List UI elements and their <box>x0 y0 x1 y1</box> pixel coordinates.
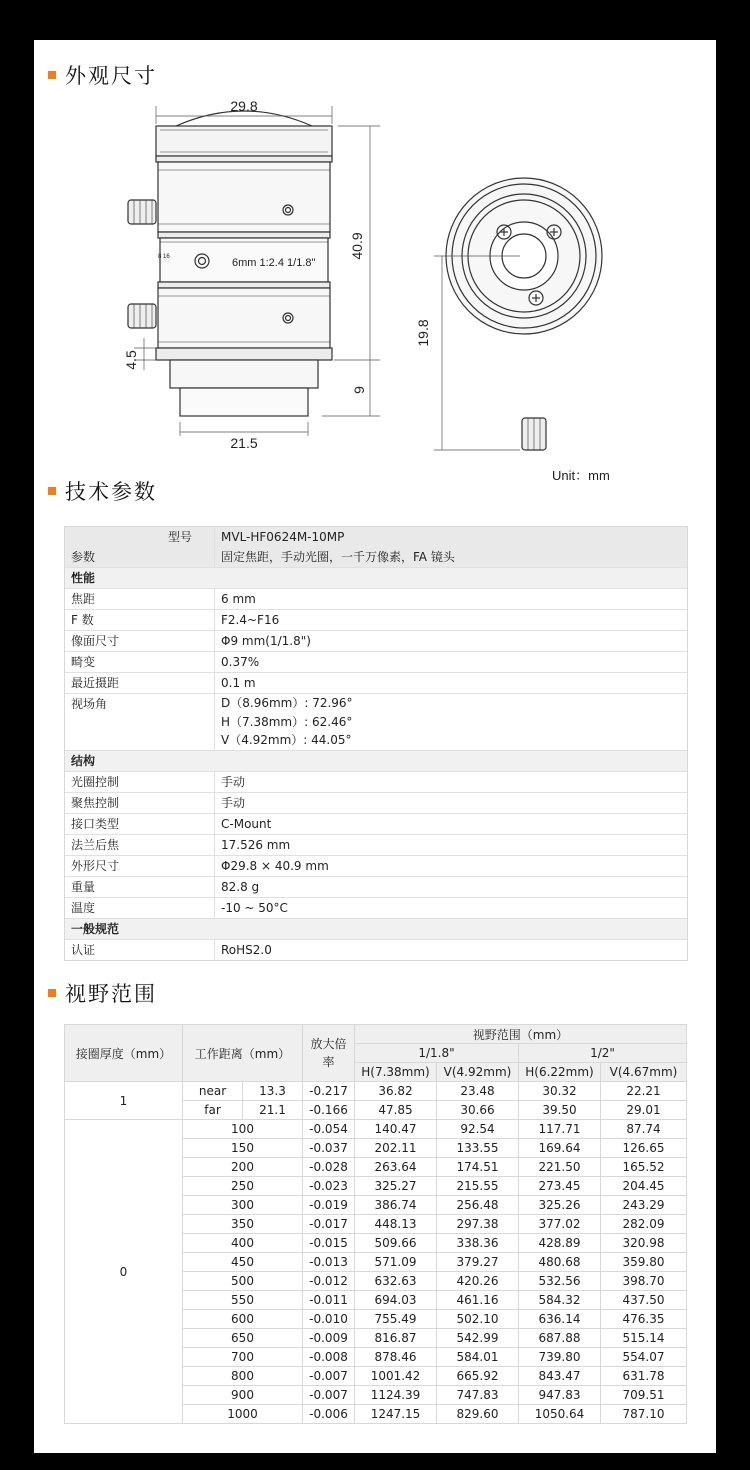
spec-value: C-Mount <box>221 817 272 831</box>
fov-value: 476.35 <box>601 1310 687 1329</box>
fov-wd-value: 400 <box>183 1234 303 1253</box>
fov-mag-value: -0.013 <box>303 1253 355 1272</box>
spec-row <box>65 813 687 834</box>
orange-square-icon <box>48 71 56 79</box>
spec-value <box>215 751 687 771</box>
orange-square-icon <box>48 487 56 495</box>
fov-mag-value: -0.007 <box>303 1386 355 1405</box>
fov-value: 29.01 <box>601 1101 687 1120</box>
fov-header-sensor-1: 1/1.8" <box>355 1044 519 1063</box>
fov-value: 117.71 <box>519 1120 601 1139</box>
fov-value: 554.07 <box>601 1348 687 1367</box>
fov-mag-value: -0.009 <box>303 1329 355 1348</box>
spec-value-line: H（7.38mm）: 62.46° <box>221 714 353 729</box>
spec-row <box>65 672 687 693</box>
fov-value: 829.60 <box>437 1405 519 1424</box>
fov-value: 437.50 <box>601 1291 687 1310</box>
fov-mag-value: -0.007 <box>303 1367 355 1386</box>
spec-value-line: D（8.96mm）: 72.96° <box>221 696 353 710</box>
fov-wd-value: 21.1 <box>243 1101 303 1120</box>
fov-value: 515.14 <box>601 1329 687 1348</box>
lens-dimension-drawing <box>34 98 716 498</box>
fov-value: 509.66 <box>355 1234 437 1253</box>
spec-key: 认证 <box>65 940 215 960</box>
fov-value: 30.32 <box>519 1082 601 1101</box>
spec-row <box>65 897 687 918</box>
lens-front-view <box>434 178 602 450</box>
spec-key: 接口类型 <box>65 814 215 834</box>
spec-value <box>215 919 687 939</box>
spec-value: RoHS2.0 <box>221 943 272 957</box>
fov-value: 386.74 <box>355 1196 437 1215</box>
section-title-dimensions: 外观尺寸 <box>48 60 157 90</box>
fov-wd-value: 800 <box>183 1367 303 1386</box>
fov-value: 584.32 <box>519 1291 601 1310</box>
spec-value: Φ29.8 × 40.9 mm <box>221 859 329 873</box>
fov-value: 1247.15 <box>355 1405 437 1424</box>
fov-wd-value: 450 <box>183 1253 303 1272</box>
fov-value: 221.50 <box>519 1158 601 1177</box>
fov-value: 709.51 <box>601 1386 687 1405</box>
fov-mag-value: -0.166 <box>303 1101 355 1120</box>
fov-value: 204.45 <box>601 1177 687 1196</box>
fov-value: 755.49 <box>355 1310 437 1329</box>
fov-row <box>65 1120 687 1139</box>
fov-value: 1001.42 <box>355 1367 437 1386</box>
spec-value <box>215 568 687 588</box>
fov-value: 379.27 <box>437 1253 519 1272</box>
fov-col-header: V(4.92mm) <box>437 1063 519 1082</box>
fov-mag-value: -0.037 <box>303 1139 355 1158</box>
fov-wd-value: 650 <box>183 1329 303 1348</box>
spec-row <box>65 792 687 813</box>
fov-value: 632.63 <box>355 1272 437 1291</box>
spec-value: F2.4~F16 <box>221 613 280 627</box>
spec-key: 像面尺寸 <box>65 631 215 651</box>
spec-row-model: 型号 MVL-HF0624M-10MP <box>65 527 687 547</box>
orange-square-icon <box>48 989 56 997</box>
fov-wd-value: 200 <box>183 1158 303 1177</box>
spec-row <box>65 834 687 855</box>
spec-key: 温度 <box>65 898 215 918</box>
fov-value: 947.83 <box>519 1386 601 1405</box>
spec-row <box>65 918 687 939</box>
fov-header-ring: 接圈厚度（mm） <box>65 1025 183 1082</box>
fov-value: 687.88 <box>519 1329 601 1348</box>
dim-height: 40.9 <box>349 232 365 260</box>
fov-wd-value: 900 <box>183 1386 303 1405</box>
lens-mount <box>170 360 318 388</box>
fov-value: 636.14 <box>519 1310 601 1329</box>
spec-key: 法兰后焦 <box>65 835 215 855</box>
spec-key: 参数 <box>65 547 215 567</box>
fov-row <box>65 1082 687 1101</box>
fov-wd-value: 300 <box>183 1196 303 1215</box>
fov-value: 502.10 <box>437 1310 519 1329</box>
fov-value: 739.80 <box>519 1348 601 1367</box>
spec-row <box>65 876 687 897</box>
fov-value: 39.50 <box>519 1101 601 1120</box>
fov-mag-value: -0.028 <box>303 1158 355 1177</box>
fov-wd-value: 13.3 <box>243 1082 303 1101</box>
spec-key: 最近摄距 <box>65 673 215 693</box>
fov-mag-value: -0.054 <box>303 1120 355 1139</box>
fov-value: 325.26 <box>519 1196 601 1215</box>
fov-value: 320.98 <box>601 1234 687 1253</box>
fov-value: 22.21 <box>601 1082 687 1101</box>
fov-value: 480.68 <box>519 1253 601 1272</box>
fov-value: 377.02 <box>519 1215 601 1234</box>
fov-col-header: V(4.67mm) <box>601 1063 687 1082</box>
fov-header-range: 视野范围（mm） <box>355 1025 687 1044</box>
fov-value: 532.56 <box>519 1272 601 1291</box>
spec-row <box>65 855 687 876</box>
spec-key: 重量 <box>65 877 215 897</box>
spec-key: 性能 <box>71 571 96 585</box>
fov-value: 338.36 <box>437 1234 519 1253</box>
spec-key: 畸变 <box>65 652 215 672</box>
fov-mag-value: -0.015 <box>303 1234 355 1253</box>
fov-value: 584.01 <box>437 1348 519 1367</box>
spec-value: 0.1 m <box>221 676 256 690</box>
fov-value: 273.45 <box>519 1177 601 1196</box>
spec-row <box>65 609 687 630</box>
fov-value: 461.16 <box>437 1291 519 1310</box>
fov-header-mag: 放大倍率 <box>303 1025 355 1082</box>
lens-marking: 6mm 1:2.4 1/1.8" <box>232 257 316 269</box>
fov-value: 140.47 <box>355 1120 437 1139</box>
fov-value: 169.64 <box>519 1139 601 1158</box>
fov-wd-value: 550 <box>183 1291 303 1310</box>
fov-value: 282.09 <box>601 1215 687 1234</box>
fov-value: 297.38 <box>437 1215 519 1234</box>
fov-value: 448.13 <box>355 1215 437 1234</box>
spec-key: 结构 <box>71 754 96 768</box>
fov-value: 816.87 <box>355 1329 437 1348</box>
fov-value: 256.48 <box>437 1196 519 1215</box>
fov-value: 843.47 <box>519 1367 601 1386</box>
spec-key: 外形尺寸 <box>65 856 215 876</box>
fov-value: 665.92 <box>437 1367 519 1386</box>
spec-row <box>65 630 687 651</box>
spec-value: Φ9 mm(1/1.8") <box>221 634 311 648</box>
spec-value-line: V（4.92mm）: 44.05° <box>221 733 352 748</box>
spec-row <box>65 547 687 567</box>
lens-front-ring <box>156 126 332 156</box>
fov-mag-value: -0.008 <box>303 1348 355 1367</box>
spec-key: 视场角 <box>65 694 215 750</box>
fov-mag-value: -0.217 <box>303 1082 355 1101</box>
fov-mag-value: -0.017 <box>303 1215 355 1234</box>
spec-key: 聚焦控制 <box>65 793 215 813</box>
page <box>34 40 716 1453</box>
spec-row <box>65 693 687 750</box>
fov-value: 359.80 <box>601 1253 687 1272</box>
spec-value: 0.37% <box>221 655 260 669</box>
fov-mag-value: -0.006 <box>303 1405 355 1424</box>
fov-value: 92.54 <box>437 1120 519 1139</box>
scale-marks: 8 16 <box>158 254 170 260</box>
fov-mag-value: -0.023 <box>303 1177 355 1196</box>
fov-value: 165.52 <box>601 1158 687 1177</box>
spec-value: 82.8 g <box>221 880 260 894</box>
fov-wd-label: far <box>183 1101 243 1120</box>
spec-row <box>65 651 687 672</box>
fov-value: 1050.64 <box>519 1405 601 1424</box>
dim-side-height: 19.8 <box>415 319 431 347</box>
fov-mag-value: -0.012 <box>303 1272 355 1291</box>
fov-wd-value: 700 <box>183 1348 303 1367</box>
fov-wd-label: near <box>183 1082 243 1101</box>
fov-value: 420.26 <box>437 1272 519 1291</box>
spec-value: 固定焦距，手动光圈，一千万像素，FA 镜头 <box>221 550 455 564</box>
fov-value: 133.55 <box>437 1139 519 1158</box>
spec-row <box>65 771 687 792</box>
spec-row <box>65 939 687 960</box>
fov-value: 631.78 <box>601 1367 687 1386</box>
spec-value: 手动 <box>221 796 246 810</box>
fov-value: 36.82 <box>355 1082 437 1101</box>
fov-table <box>64 1024 687 1424</box>
dim-bottom-width: 21.5 <box>230 435 258 451</box>
fov-value: 174.51 <box>437 1158 519 1177</box>
fov-wd-value: 350 <box>183 1215 303 1234</box>
fov-value: 263.64 <box>355 1158 437 1177</box>
fov-value: 787.10 <box>601 1405 687 1424</box>
section-title-specs: 技术参数 <box>48 476 157 506</box>
fov-ring-value: 0 <box>65 1120 183 1424</box>
fov-value: 747.83 <box>437 1386 519 1405</box>
spec-value <box>215 694 687 750</box>
spec-value: 手动 <box>221 775 246 789</box>
fov-mag-value: -0.011 <box>303 1291 355 1310</box>
spec-key: 焦距 <box>65 589 215 609</box>
lens-lower-barrel <box>158 288 330 348</box>
fov-value: 694.03 <box>355 1291 437 1310</box>
spec-key: 一般规范 <box>71 922 120 936</box>
fov-wd-value: 100 <box>183 1120 303 1139</box>
fov-value: 428.89 <box>519 1234 601 1253</box>
section-title-fov: 视野范围 <box>48 978 157 1008</box>
lens-thread <box>180 388 308 416</box>
fov-header-sensor-2: 1/2" <box>519 1044 687 1063</box>
spec-key: 光圈控制 <box>65 772 215 792</box>
fov-wd-value: 1000 <box>183 1405 303 1424</box>
fov-value: 30.66 <box>437 1101 519 1120</box>
fov-value: 23.48 <box>437 1082 519 1101</box>
spec-row <box>65 750 687 771</box>
fov-value: 542.99 <box>437 1329 519 1348</box>
fov-wd-value: 500 <box>183 1272 303 1291</box>
fov-value: 126.65 <box>601 1139 687 1158</box>
spec-key: F 数 <box>65 610 215 630</box>
fov-header-wd: 工作距离（mm） <box>183 1025 303 1082</box>
spec-value: 17.526 mm <box>221 838 291 852</box>
spec-value: -10 ~ 50°C <box>221 901 288 915</box>
fov-ring-value: 1 <box>65 1082 183 1120</box>
fov-wd-value: 250 <box>183 1177 303 1196</box>
fov-value: 878.46 <box>355 1348 437 1367</box>
fov-value: 87.74 <box>601 1120 687 1139</box>
fov-mag-value: -0.010 <box>303 1310 355 1329</box>
fov-mag-value: -0.019 <box>303 1196 355 1215</box>
spec-row <box>65 567 687 588</box>
fov-value: 571.09 <box>355 1253 437 1272</box>
fov-value: 398.70 <box>601 1272 687 1291</box>
fov-value: 215.55 <box>437 1177 519 1196</box>
dim-flange: 4.5 <box>123 350 139 370</box>
fov-col-header: H(6.22mm) <box>519 1063 601 1082</box>
fov-wd-value: 150 <box>183 1139 303 1158</box>
fov-col-header: H(7.38mm) <box>355 1063 437 1082</box>
fov-value: 325.27 <box>355 1177 437 1196</box>
fov-value: 243.29 <box>601 1196 687 1215</box>
lens-upper-barrel <box>158 162 330 232</box>
fov-value: 47.85 <box>355 1101 437 1120</box>
unit-label: Unit：mm <box>552 468 610 483</box>
spec-value: 6 mm <box>221 592 256 606</box>
fov-wd-value: 600 <box>183 1310 303 1329</box>
spec-table <box>64 526 688 961</box>
dim-width: 29.8 <box>230 98 258 114</box>
fov-value: 1124.39 <box>355 1386 437 1405</box>
dim-mount: 9 <box>351 386 367 394</box>
spec-row <box>65 588 687 609</box>
fov-value: 202.11 <box>355 1139 437 1158</box>
